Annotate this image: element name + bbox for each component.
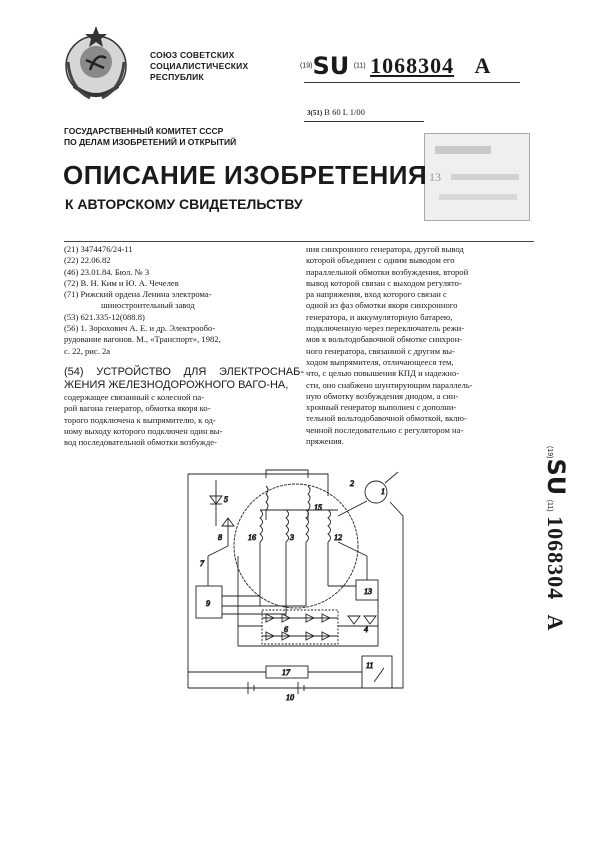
claim-line: содержащее связанный с колесной па- (64, 392, 205, 402)
generator-circle (234, 484, 358, 608)
claim-line: торого подключена к выпрямителю, к од- (64, 414, 216, 425)
org-name (150, 50, 248, 83)
bib-line: (71) Рижский ордена Ленина электрома- (64, 289, 212, 300)
claim-line: мов к вольтодобавочной обмотке синхрон- (306, 334, 463, 345)
diagram-label: 11 (366, 661, 374, 670)
circuit-diagram (178, 456, 412, 720)
claim-line: ходом выпрямителя, отличающееся тем, (306, 356, 454, 367)
code-19: (19) (300, 62, 313, 70)
claim-line: ченной последовательно с регулятором на- (306, 424, 464, 435)
org-line: РЕСПУБЛИК (150, 72, 204, 82)
bib-line: (22) 22.06.82 (64, 255, 111, 266)
diagram-label: 1 (381, 487, 385, 496)
claim-line: параллельной обмотки возбуждения, второй (306, 266, 469, 277)
claim-line: подключенную через переключатель режи- (306, 323, 465, 334)
claim-text-right (306, 244, 532, 447)
diagram-label: 10 (286, 693, 294, 702)
diagram-label: 12 (334, 533, 342, 542)
bib-line: шиностроительный завод (101, 300, 195, 311)
diagram-label: 2 (350, 479, 354, 488)
claim-line: рой вагона генератор, обмотка якоря ко- (64, 403, 211, 414)
ipc-class (307, 107, 365, 117)
committee-line: ПО ДЕЛАМ ИЗОБРЕТЕНИЙ И ОТКРЫТИЙ (64, 137, 237, 147)
divider (64, 241, 534, 242)
code-11: (11) (546, 499, 553, 512)
diagram-label: 16 (248, 533, 256, 542)
divider (304, 82, 520, 83)
bib-line: (21) 3474476/24-11 (64, 244, 133, 254)
diagram-label: 13 (364, 587, 372, 596)
org-line: СОЦИАЛИСТИЧЕСКИХ (150, 61, 249, 71)
claim-line: пряжения. (306, 436, 344, 447)
diagram-label: 6 (284, 625, 288, 634)
bib-line: (53) 621.335-12(088.8) (64, 311, 145, 322)
claim-line: ного генератора, связанной с другим вы- (306, 345, 455, 356)
divider (304, 121, 424, 122)
patent-number: 1068304 (370, 53, 455, 78)
claim-line: которой объединен с одним выводом его (306, 255, 455, 266)
code-19: (19) (546, 446, 553, 459)
side-patent-number (540, 446, 570, 716)
bibliographic-data (64, 244, 304, 357)
claim-line: тельной вольтодобавочной обмоткой, вклю- (306, 413, 467, 424)
bib-line: (56) 1. Зорохович А. Е. и др. Электрообо- (64, 323, 216, 334)
bib-line: (72) В. Н. Ким и Ю. А. Чечелев (64, 277, 179, 288)
page-title: ОПИСАНИЕ ИЗОБРЕТЕНИЯ (63, 160, 428, 190)
claim-line: генератора, и аккумуляторную батарею, (306, 311, 453, 322)
page-subtitle: К АВТОРСКОМУ СВИДЕТЕЛЬСТВУ (65, 196, 303, 212)
claim-line: ную обмотку возбуждения диодом, а син- (306, 390, 459, 401)
claim-line: хронный генератор выполнен с дополни- (306, 402, 457, 413)
org-line: СОЮЗ СОВЕТСКИХ (150, 50, 235, 60)
committee-line: ГОСУДАРСТВЕННЫЙ КОМИТЕТ СССР (64, 126, 224, 136)
diagram-label: 17 (282, 668, 290, 677)
bib-line: рудование вагонов. М., «Транспорт», 1982, (64, 334, 221, 345)
diagram-label: 3 (290, 533, 294, 542)
claim-line: ному выходу которого подключен один вы- (64, 425, 223, 436)
diagram-label: 8 (218, 533, 222, 542)
claim-text-left (64, 392, 304, 448)
claim-line: что, с целью повышения КПД и надежно- (306, 368, 460, 379)
claim-line: одной из фаз обмотки якоря синхронного (306, 300, 458, 311)
claim-line: сти, оно снабжено шунтирующим параллель- (306, 379, 473, 390)
ipc-value: B 60 L 1/00 (324, 107, 365, 117)
country-code: SU (312, 52, 350, 80)
committee (64, 126, 236, 148)
diagram-label: 7 (200, 559, 204, 568)
ipc-code: 3(51) (307, 109, 323, 117)
bib-line: (46) 23.01.84. Бюл. № 3 (64, 266, 150, 277)
ussr-emblem (60, 22, 132, 108)
code-11: (11) (353, 62, 366, 70)
diagram-label: 4 (364, 625, 368, 634)
claim-line: вывод которой связан с выходом регулято- (306, 277, 462, 288)
claim-title: (54) УСТРОЙСТВО ДЛЯ ЭЛЕКТРОСНАБ-ЖЕНИЯ ЖЕЛЕЗНОДОРОЖНОГО ВАГО-НА, (64, 366, 304, 391)
claim-line: ния синхронного генератора, другой вывод (306, 244, 464, 254)
document-number (300, 52, 490, 80)
doc-kind: A (543, 614, 568, 631)
diagram-label: 9 (206, 599, 210, 608)
country-code: SU (542, 458, 570, 496)
patent-number: 1068304 (543, 516, 568, 601)
bib-line: с. 22, рис. 2а (64, 345, 111, 356)
diagram-label: 15 (314, 503, 322, 512)
diagram-label: 5 (224, 495, 228, 504)
claim-line: ра напряжения, вход которого связан с (306, 289, 447, 300)
library-stamp (424, 133, 530, 221)
doc-kind: A (474, 53, 491, 78)
claim-line: вод последовательной обмотки возбужде- (64, 437, 217, 448)
stamp-date: 13 (429, 170, 441, 184)
